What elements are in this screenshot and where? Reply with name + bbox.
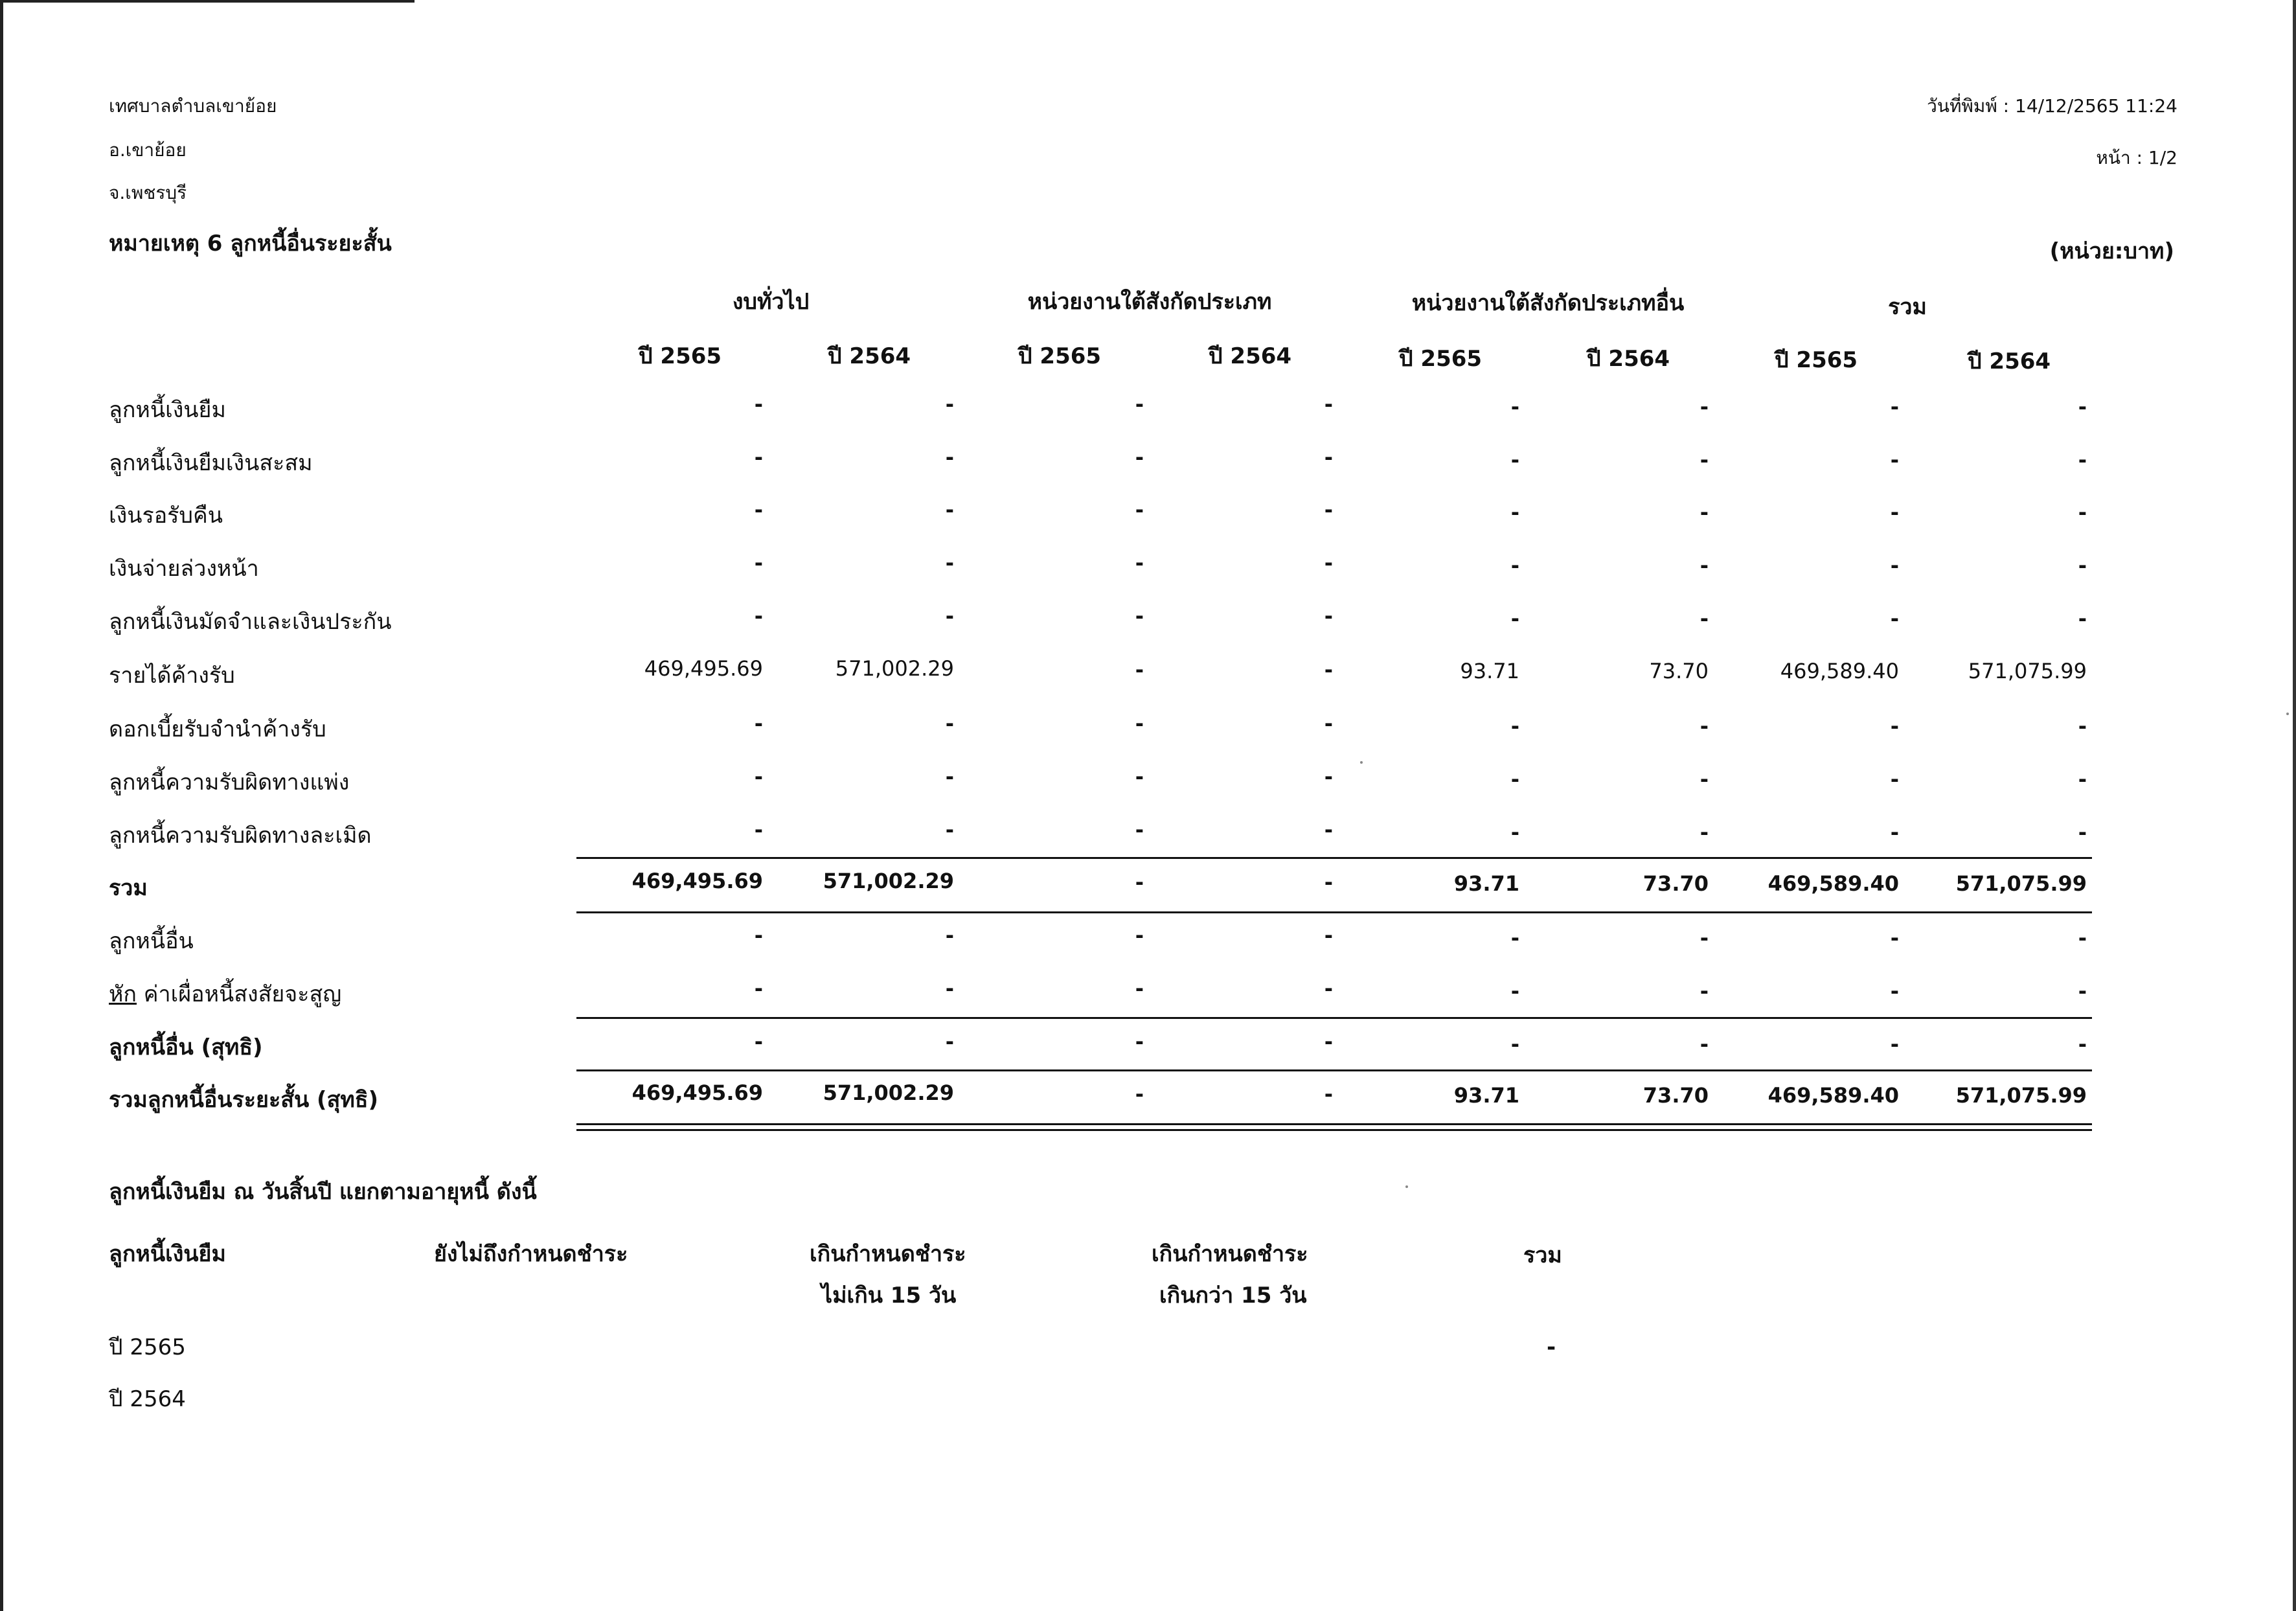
- row-label-text: ลูกหนี้ความรับผิดทางแพ่ง: [109, 770, 350, 795]
- table-cell: -: [1510, 1032, 1519, 1057]
- table-cell: -: [945, 976, 954, 1001]
- year-header: ปี 2565: [639, 343, 722, 369]
- row-label: [109, 817, 372, 852]
- table-cell: -: [1510, 606, 1519, 631]
- table-cell: -: [1890, 926, 1899, 950]
- row-label: [109, 445, 313, 480]
- table-cell: -: [1699, 767, 1709, 792]
- scan-edge-right: [2293, 0, 2296, 1611]
- year-header: ปี 2564: [1968, 348, 2051, 374]
- table-cell: -: [1324, 604, 1333, 628]
- row-label-text: รวม: [109, 875, 148, 901]
- aging-col-not-due: ยังไม่ถึงกำหนดชำระ: [434, 1241, 628, 1267]
- row-label: [109, 392, 226, 427]
- table-cell: -: [1890, 979, 1899, 1003]
- table-cell: -: [1699, 714, 1709, 738]
- table-cell: -: [754, 392, 763, 417]
- table-cell: 571,002.29: [823, 869, 954, 893]
- table-cell: -: [945, 764, 954, 789]
- table-cell: -: [2078, 820, 2087, 845]
- table-cell: -: [945, 497, 954, 522]
- table-cell: 571,075.99: [1955, 1083, 2087, 1108]
- table-cell: -: [1324, 976, 1333, 1001]
- row-label: [109, 1029, 263, 1064]
- scan-edge-top: [0, 0, 415, 3]
- row-label: [109, 604, 391, 639]
- aging-col-overdue-long-2: เกินกว่า 15 วัน: [1159, 1283, 1307, 1308]
- table-cell: 469,589.40: [1780, 659, 1899, 683]
- table-cell: -: [1324, 870, 1333, 895]
- table-cell: -: [1699, 448, 1709, 472]
- org-name: เทศบาลตำบลเขาย้อย: [109, 95, 277, 117]
- table-cell: 571,075.99: [1955, 871, 2087, 896]
- table-cell: -: [1135, 923, 1144, 948]
- table-cell: -: [1699, 979, 1709, 1003]
- row-label: [109, 923, 194, 958]
- note-title: หมายเหตุ 6 ลูกหนี้อื่นระยะสั้น: [109, 231, 392, 257]
- col-group-total: รวม: [1888, 294, 1927, 320]
- table-cell: -: [2078, 448, 2087, 472]
- aging-year-2565: ปี 2565: [109, 1334, 186, 1360]
- table-cell: -: [1135, 497, 1144, 522]
- table-cell: -: [1135, 764, 1144, 789]
- table-cell: -: [945, 604, 954, 628]
- row-label-text: ดอกเบี้ยรับจำนำค้างรับ: [109, 716, 326, 742]
- table-cell: -: [1135, 657, 1144, 682]
- aging-col-overdue-short-2: ไม่เกิน 15 วัน: [821, 1283, 957, 1308]
- table-cell: -: [1890, 500, 1899, 525]
- table-cell: -: [1510, 394, 1519, 419]
- row-label: [109, 870, 148, 905]
- row-label-text: รายได้ค้างรับ: [109, 663, 235, 689]
- table-cell: -: [754, 817, 763, 842]
- table-cell: -: [1699, 394, 1709, 419]
- table-cell: -: [945, 923, 954, 948]
- scan-speck: [2286, 713, 2289, 715]
- table-cell: -: [1135, 445, 1144, 470]
- table-cell: -: [2078, 606, 2087, 631]
- row-label-text: ลูกหนี้อื่น (สุทธิ): [109, 1034, 263, 1060]
- table-cell: -: [2078, 926, 2087, 950]
- row-label-text: ลูกหนี้อื่น: [109, 928, 194, 954]
- table-cell: 469,589.40: [1767, 871, 1899, 896]
- year-header: ปี 2565: [1399, 346, 1483, 372]
- table-cell: -: [754, 551, 763, 575]
- row-label-text: ลูกหนี้เงินยืมเงินสะสม: [109, 450, 313, 476]
- scan-speck: [1360, 761, 1363, 764]
- rule-double-2: [576, 1129, 2092, 1131]
- table-cell: -: [1699, 820, 1709, 845]
- table-cell: -: [1324, 392, 1333, 417]
- table-cell: -: [1324, 1082, 1333, 1106]
- row-label-text: ค่าเผื่อหนี้สงสัยจะสูญ: [137, 981, 342, 1007]
- table-cell: -: [1324, 764, 1333, 789]
- table-cell: -: [2078, 553, 2087, 578]
- district-name: อ.เขาย้อย: [109, 139, 187, 161]
- table-cell: -: [2078, 979, 2087, 1003]
- table-cell: -: [1510, 500, 1519, 525]
- row-label: [109, 551, 259, 586]
- row-label: [109, 764, 349, 799]
- table-cell: -: [1890, 553, 1899, 578]
- page-number: หน้า : 1/2: [2096, 147, 2177, 168]
- table-cell: -: [1510, 714, 1519, 738]
- col-group-general: งบทั่วไป: [732, 289, 810, 315]
- table-cell: 93.71: [1453, 1083, 1519, 1108]
- table-cell: -: [754, 445, 763, 470]
- rule-above-total: [576, 857, 2092, 859]
- year-header: ปี 2564: [1209, 343, 1292, 369]
- table-cell: -: [1699, 500, 1709, 525]
- table-cell: -: [945, 392, 954, 417]
- table-cell: -: [1890, 448, 1899, 472]
- table-cell: -: [1890, 1032, 1899, 1057]
- table-cell: -: [1135, 551, 1144, 575]
- table-cell: 469,589.40: [1767, 1083, 1899, 1108]
- table-cell: -: [754, 764, 763, 789]
- table-cell: -: [1324, 497, 1333, 522]
- table-cell: -: [1890, 714, 1899, 738]
- table-cell: 469,495.69: [631, 1080, 763, 1105]
- table-cell: -: [754, 497, 763, 522]
- table-cell: -: [1324, 711, 1333, 736]
- province-name: จ.เพชรบุรี: [109, 182, 187, 203]
- year-header: ปี 2565: [1775, 347, 1858, 373]
- table-cell: -: [1324, 657, 1333, 682]
- table-cell: -: [1699, 553, 1709, 578]
- table-cell: -: [945, 817, 954, 842]
- table-cell: -: [1135, 392, 1144, 417]
- aging-col-overdue-long-1: เกินกำหนดชำระ: [1152, 1241, 1308, 1267]
- rule-below-total: [576, 911, 2092, 913]
- table-cell: -: [754, 604, 763, 628]
- aging-total-2565: -: [1547, 1334, 1556, 1360]
- scan-edge-left: [0, 0, 3, 1611]
- row-label: [109, 1082, 378, 1117]
- scan-speck: [1405, 1185, 1408, 1188]
- table-cell: 469,495.69: [631, 869, 763, 893]
- table-cell: -: [754, 1029, 763, 1054]
- rule-above-net: [576, 1017, 2092, 1019]
- print-date: วันที่พิมพ์ : 14/12/2565 11:24: [1927, 95, 2177, 117]
- table-cell: -: [945, 1029, 954, 1054]
- row-label: [109, 657, 235, 692]
- row-label: [109, 497, 223, 532]
- table-cell: -: [1135, 976, 1144, 1001]
- table-cell: -: [1699, 1032, 1709, 1057]
- table-cell: -: [945, 711, 954, 736]
- table-cell: -: [1324, 923, 1333, 948]
- unit-label: (หน่วย:บาท): [2049, 238, 2174, 264]
- table-cell: -: [1699, 926, 1709, 950]
- row-label-text: เงินรอรับคืน: [109, 503, 223, 529]
- table-cell: 93.71: [1460, 659, 1519, 683]
- rule-above-grand-total: [576, 1069, 2092, 1071]
- table-cell: -: [2078, 500, 2087, 525]
- table-cell: -: [1324, 551, 1333, 575]
- table-cell: -: [1890, 394, 1899, 419]
- col-group-sub-unit: หน่วยงานใต้สังกัดประเภท: [1027, 289, 1272, 315]
- table-cell: -: [1510, 926, 1519, 950]
- year-header: ปี 2564: [828, 343, 911, 369]
- aging-col-total: รวม: [1523, 1242, 1562, 1268]
- aging-title: ลูกหนี้เงินยืม ณ วันสิ้นปี แยกตามอายุหนี้ ดังนี้: [109, 1179, 537, 1205]
- row-label-text: ลูกหนี้เงินมัดจำและเงินประกัน: [109, 609, 392, 635]
- aging-year-2564: ปี 2564: [109, 1386, 186, 1412]
- row-label-text: เงินจ่ายล่วงหน้า: [109, 556, 259, 582]
- table-cell: -: [1135, 604, 1144, 628]
- table-cell: -: [1135, 817, 1144, 842]
- table-cell: -: [1510, 767, 1519, 792]
- table-cell: -: [1890, 820, 1899, 845]
- table-cell: -: [2078, 1032, 2087, 1057]
- table-cell: -: [1890, 606, 1899, 631]
- table-cell: -: [1135, 870, 1144, 895]
- table-cell: 571,002.29: [823, 1080, 954, 1105]
- row-label-prefix: หัก: [109, 981, 137, 1007]
- table-cell: 73.70: [1649, 659, 1709, 683]
- row-label-text: ลูกหนี้เงินยืม: [109, 397, 226, 423]
- table-cell: -: [1510, 820, 1519, 845]
- table-cell: -: [1699, 606, 1709, 631]
- table-cell: 571,002.29: [835, 656, 954, 681]
- table-cell: -: [1890, 767, 1899, 792]
- row-label: [109, 711, 326, 746]
- table-cell: 93.71: [1453, 871, 1519, 896]
- row-label-text: รวมลูกหนี้อื่นระยะสั้น (สุทธิ): [109, 1087, 379, 1113]
- table-cell: -: [2078, 394, 2087, 419]
- table-cell: -: [1324, 445, 1333, 470]
- table-cell: 571,075.99: [1968, 659, 2087, 683]
- rule-double-1: [576, 1123, 2092, 1125]
- table-cell: -: [2078, 767, 2087, 792]
- table-cell: -: [1135, 1082, 1144, 1106]
- table-cell: -: [1510, 553, 1519, 578]
- aging-col-label: ลูกหนี้เงินยืม: [109, 1241, 226, 1267]
- table-cell: -: [1510, 979, 1519, 1003]
- aging-col-overdue-short-1: เกินกำหนดชำระ: [810, 1241, 966, 1267]
- table-cell: -: [945, 445, 954, 470]
- table-cell: -: [2078, 714, 2087, 738]
- table-cell: 73.70: [1642, 871, 1709, 896]
- row-label-text: ลูกหนี้ความรับผิดทางละเมิด: [109, 823, 372, 849]
- table-cell: -: [945, 551, 954, 575]
- table-cell: -: [754, 711, 763, 736]
- table-cell: -: [754, 976, 763, 1001]
- col-group-sub-unit-other: หน่วยงานใต้สังกัดประเภทอื่น: [1411, 290, 1685, 316]
- table-cell: -: [1135, 1029, 1144, 1054]
- table-cell: 73.70: [1642, 1083, 1709, 1108]
- table-cell: 469,495.69: [644, 656, 763, 681]
- table-cell: -: [754, 923, 763, 948]
- row-label: [109, 976, 341, 1011]
- table-cell: -: [1324, 817, 1333, 842]
- table-cell: -: [1324, 1029, 1333, 1054]
- table-cell: -: [1510, 448, 1519, 472]
- year-header: ปี 2565: [1018, 343, 1102, 369]
- year-header: ปี 2564: [1587, 346, 1670, 372]
- table-cell: -: [1135, 711, 1144, 736]
